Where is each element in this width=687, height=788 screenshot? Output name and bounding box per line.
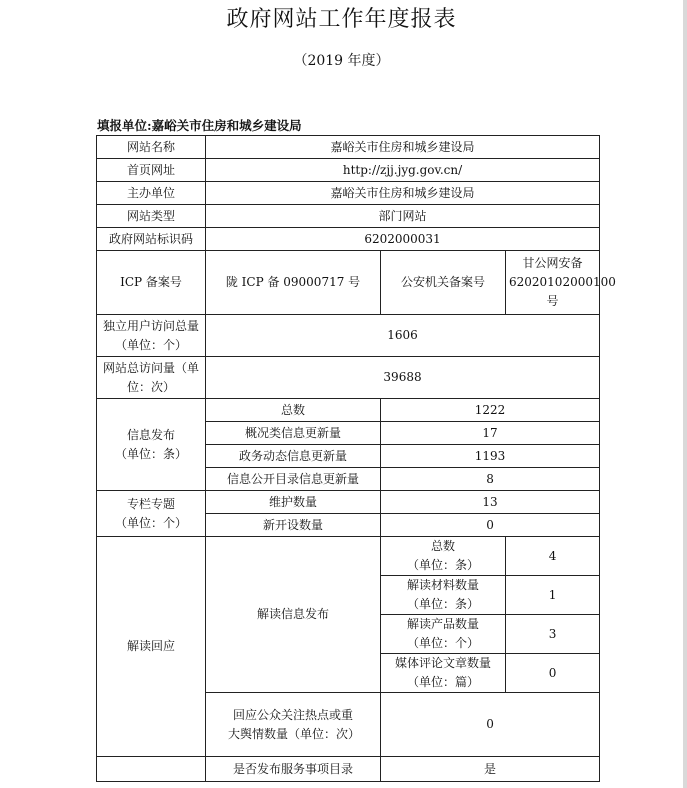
interpret-response-value: 0 [381, 693, 600, 757]
total-visits-label: 网站总访问量（单位：次） [97, 357, 206, 399]
column-label: 专栏专题 [126, 496, 175, 511]
report-table [96, 135, 616, 782]
interpret-total-unit: （单位：条） [406, 558, 479, 572]
interpret-product-title: 解读产品数量 [406, 617, 479, 631]
column-new-value: 0 [381, 514, 600, 537]
info-publish-label: 信息发布 [126, 427, 175, 442]
info-overview-label: 概况类信息更新量 [206, 422, 381, 445]
unique-visitors-value: 1606 [206, 315, 600, 357]
table-row [97, 357, 600, 399]
table-row [97, 228, 600, 251]
table-row [97, 251, 600, 315]
interpret-publish-label: 解读信息发布 [206, 537, 381, 693]
table-row [97, 136, 600, 159]
table-row [97, 182, 600, 205]
homepage-label: 首页网址 [97, 159, 206, 182]
site-name-value: 嘉峪关市住房和城乡建设局 [206, 136, 600, 159]
table-row [97, 757, 600, 782]
interpret-material-label [381, 576, 506, 615]
column-maintain-label: 维护数量 [206, 491, 381, 514]
column-new-label: 新开设数量 [206, 514, 381, 537]
site-id-label: 政府网站标识码 [97, 228, 206, 251]
table-row [97, 537, 600, 576]
table-row [97, 315, 600, 357]
unique-visitors-label: 独立用户访问总量（单位：个） [97, 315, 206, 357]
table-row [97, 205, 600, 228]
total-visits-value: 39688 [206, 357, 600, 399]
column-maintain-value: 13 [381, 491, 600, 514]
interpret-media-title: 媒体评论文章数量 [394, 656, 491, 670]
interpret-total-title: 总数 [430, 539, 455, 553]
site-name-label: 网站名称 [97, 136, 206, 159]
service-catalog-label: 是否发布服务事项目录 [206, 757, 381, 782]
police-record-label: 公安机关备案号 [381, 251, 506, 315]
table-row [97, 159, 600, 182]
page-edge [683, 0, 687, 788]
interpret-media-value: 0 [506, 654, 600, 693]
interpret-material-title: 解读材料数量 [406, 578, 479, 592]
info-catalog-value: 8 [381, 468, 600, 491]
service-catalog-blank [97, 757, 206, 782]
site-type-value: 部门网站 [206, 205, 600, 228]
icp-value: 陇 ICP 备 09000717 号 [206, 251, 381, 315]
info-total-label: 总数 [206, 399, 381, 422]
info-dynamic-label: 政务动态信息更新量 [206, 445, 381, 468]
homepage-value: http://zjj.jyg.gov.cn/ [206, 159, 600, 182]
sponsor-label: 主办单位 [97, 182, 206, 205]
report-year: （2019 年度） [293, 53, 390, 69]
report-title: 政府网站工作年度报表 [226, 7, 457, 32]
column-group [97, 491, 206, 537]
interpret-media-label [381, 654, 506, 693]
icp-label: ICP 备案号 [97, 251, 206, 315]
info-catalog-label: 信息公开目录信息更新量 [206, 468, 381, 491]
table-row [97, 491, 600, 514]
info-overview-value: 17 [381, 422, 600, 445]
interpret-label: 解读回应 [97, 537, 206, 757]
interpret-material-value: 1 [506, 576, 600, 615]
interpret-total-label [381, 537, 506, 576]
interpret-product-value: 3 [506, 615, 600, 654]
service-catalog-value: 是 [381, 757, 600, 782]
interpret-media-unit: （单位：篇） [406, 675, 479, 689]
info-dynamic-value: 1193 [381, 445, 600, 468]
interpret-product-label [381, 615, 506, 654]
filling-unit: 填报单位:嘉峪关市住房和城乡建设局 [97, 118, 302, 133]
interpret-material-unit: （单位：条） [406, 597, 479, 611]
table-row [97, 399, 600, 422]
interpret-product-unit: （单位：个） [406, 636, 479, 650]
site-id-value: 6202000031 [206, 228, 600, 251]
info-publish-unit: （单位：条） [114, 446, 187, 461]
police-record-value: 甘公网安备62020102000100 号 [506, 251, 600, 315]
sponsor-value: 嘉峪关市住房和城乡建设局 [206, 182, 600, 205]
column-unit: （单位：个） [114, 515, 187, 530]
site-type-label: 网站类型 [97, 205, 206, 228]
info-total-value: 1222 [381, 399, 600, 422]
interpret-total-value: 4 [506, 537, 600, 576]
interpret-response-label: 回应公众关注热点或重大舆情数量（单位：次） [206, 693, 381, 757]
info-publish-group [97, 399, 206, 491]
